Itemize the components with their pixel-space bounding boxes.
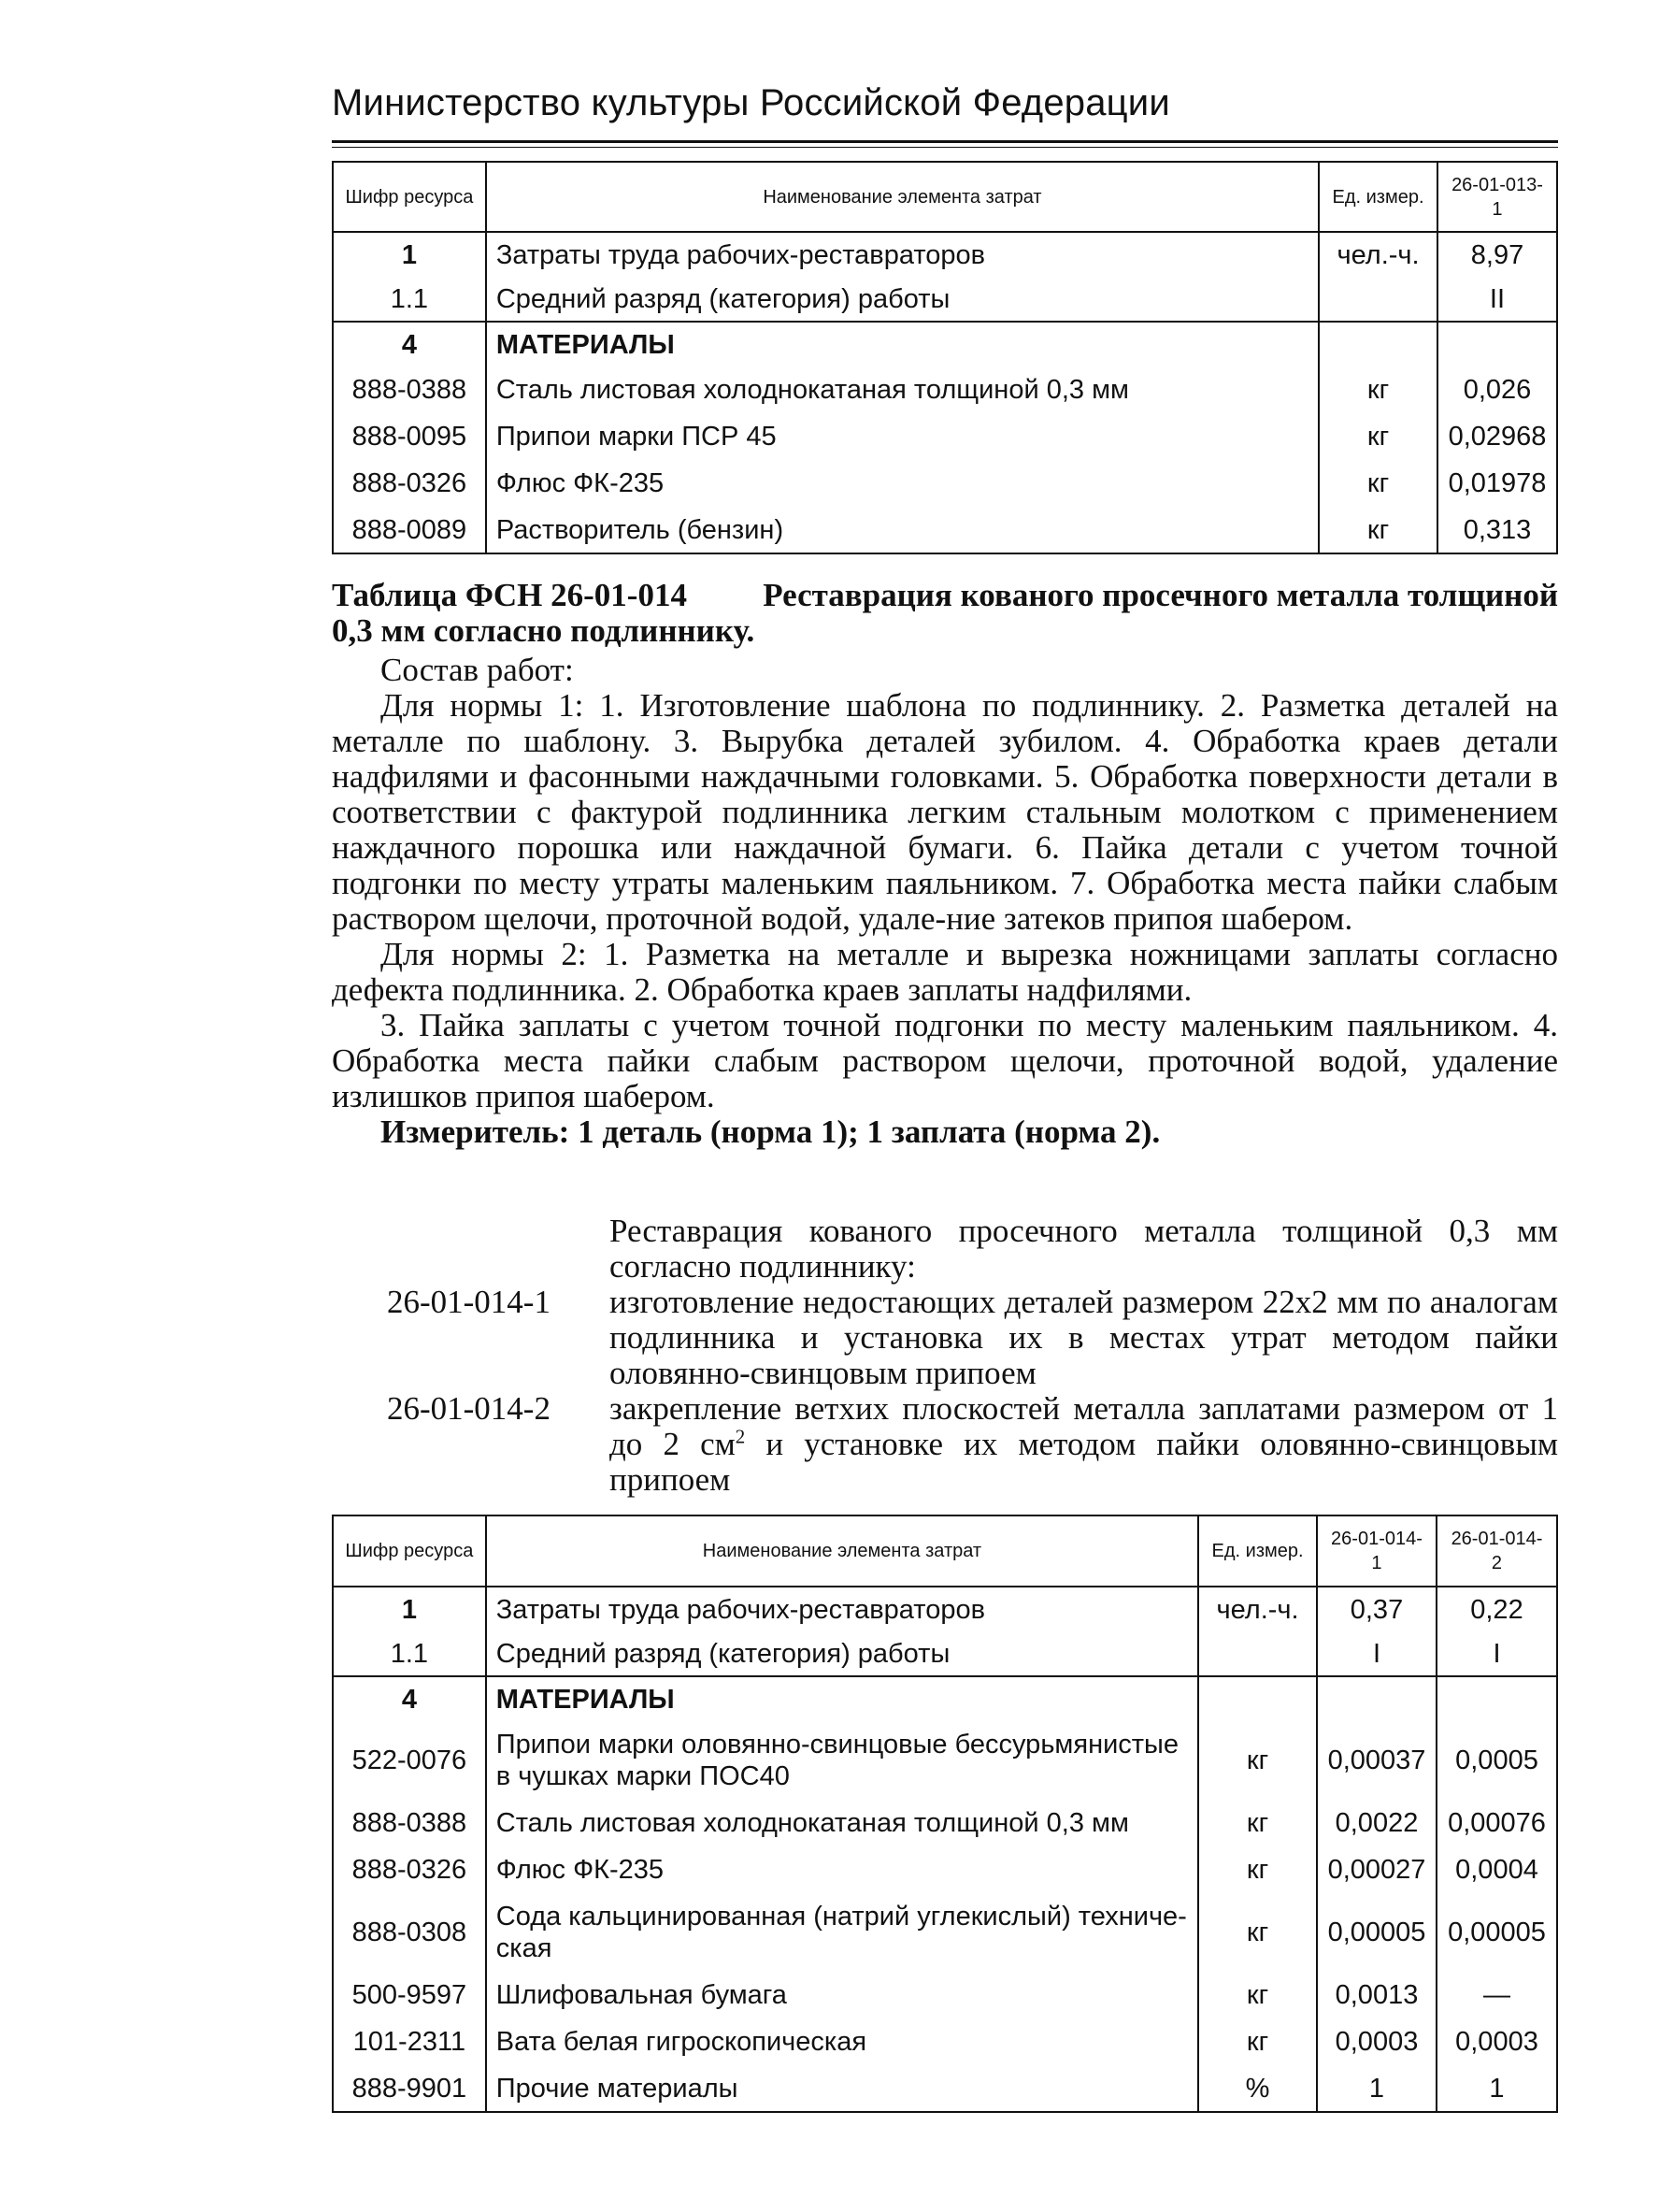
resource-unit: кг [1198,1721,1317,1800]
resource-unit: чел.-ч. [1319,232,1437,277]
resource-code: 888-0326 [333,460,486,507]
resource-code: 888-0089 [333,507,486,553]
header-cell: 26-01-014-1 [1317,1515,1437,1587]
table-row [333,232,1557,277]
resource-name: Затраты труда рабочих-реставраторов [486,232,1319,277]
resource-unit: чел.-ч. [1198,1587,1317,1631]
table-row [333,1893,1557,1972]
resource-value: 0,0013 [1317,1972,1437,2018]
item-code: 26-01-014-2 [387,1390,551,1427]
measure-text: Измеритель: 1 деталь (норма 1); 1 заплата (норма 2). [380,1113,1161,1150]
table-row [333,1972,1557,2018]
resource-unit [1198,1631,1317,1676]
resource-table-2 [332,1515,1558,2113]
resource-value: 0,22 [1437,1587,1557,1631]
table-row [333,2065,1557,2112]
resource-value [1317,1676,1437,1721]
resource-name: Прочие материалы [486,2065,1198,2112]
section-heading: МАТЕРИАЛЫ [486,322,1319,366]
resource-name: Вата белая гигроскопическая [486,2018,1198,2065]
section-title [332,578,1558,649]
resource-name: Средний разряд (категория) работы [486,277,1319,322]
table-row [333,413,1557,460]
resource-value [1437,322,1557,366]
resource-unit: кг [1198,1800,1317,1846]
table-row [333,1846,1557,1893]
resource-name: Флюс ФК-235 [486,1846,1198,1893]
resource-code: 101-2311 [333,2018,486,2065]
resource-value: 0,0003 [1317,2018,1437,2065]
page-header: Министерство культуры Российской Федерации [332,82,1170,123]
table-row [333,366,1557,413]
resource-code: 4 [333,1676,486,1721]
intro-text [609,1214,1558,1285]
section-heading: МАТЕРИАЛЫ [486,1676,1198,1721]
resource-unit: кг [1198,1972,1317,2018]
table-row [333,2018,1557,2065]
resource-value: 0,0004 [1437,1846,1557,1893]
resource-value: 0,02968 [1437,413,1557,460]
resource-value: 0,313 [1437,507,1557,553]
header-cell: Ед. измер. [1198,1515,1317,1587]
table-row [333,322,1557,366]
composition-block [332,653,1558,1150]
resource-unit: % [1198,2065,1317,2112]
resource-value: 0,00076 [1437,1800,1557,1846]
header-cell: Ед. измер. [1319,162,1437,232]
resource-value [1437,1676,1557,1721]
resource-table-1 [332,161,1558,554]
table-code: Таблица ФСН 26-01-014 [332,577,687,613]
table-row [333,1631,1557,1676]
resource-code: 1.1 [333,1631,486,1676]
resource-unit [1198,1676,1317,1721]
resource-code: 1 [333,1587,486,1631]
resource-value: 0,37 [1317,1587,1437,1631]
resource-value: 8,97 [1437,232,1557,277]
resource-value: I [1317,1631,1437,1676]
superscript: 2 [735,1425,746,1448]
resource-unit: кг [1198,1846,1317,1893]
resource-value: 0,00037 [1317,1721,1437,1800]
resource-code: 888-0095 [333,413,486,460]
resource-code: 888-0388 [333,366,486,413]
resource-value: 0,026 [1437,366,1557,413]
resource-value: 0,01978 [1437,460,1557,507]
resource-code: 888-0308 [333,1893,486,1972]
norm2-text-cont: 3. Пайка заплаты с учетом точной подгонки по месту маленьким паяльником. 4. Обработка места пайки слабым раствором щелочи, проточной водой, удаление излишков припоя шабером. [332,1007,1558,1114]
table-title: Реставрация кованого просечного металла толщиной [763,577,1558,613]
header-cell: 26-01-013-1 [1437,162,1557,232]
composition-label: Состав работ: [380,652,574,688]
resource-unit: кг [1198,2018,1317,2065]
header-cell: Наименование элемента затрат [486,1515,1198,1587]
header-rule [332,140,1558,143]
norm2-text: Для нормы 2: 1. Разметка на металле и вырезка ножницами заплаты согласно дефекта подлинника. 2. Обработка краев заплаты надфилями. [332,936,1558,1008]
resource-value: 0,0022 [1317,1800,1437,1846]
resource-value: 1 [1317,2065,1437,2112]
resource-code: 888-0326 [333,1846,486,1893]
header-cell: Шифр ресурса [333,162,486,232]
resource-name: Сталь листовая холоднокатаная толщиной 0,3 мм [486,1800,1198,1846]
resource-code: 1.1 [333,277,486,322]
resource-name: Растворитель (бензин) [486,507,1319,553]
resource-value: — [1437,1972,1557,2018]
resource-value: 0,00005 [1437,1893,1557,1972]
table-row [333,507,1557,553]
resource-name: Припои марки ПСР 45 [486,413,1319,460]
table-row [333,1676,1557,1721]
table-row [333,1800,1557,1846]
resource-name: Шлифовальная бумага [486,1972,1198,2018]
resource-code: 888-9901 [333,2065,486,2112]
resource-unit: кг [1319,366,1437,413]
table-row [333,1721,1557,1800]
item-text-part: и установке их методом пайки оловянно-свинцовым припоем [609,1426,1558,1498]
header-cell: Наименование элемента затрат [486,162,1319,232]
resource-value: 0,0003 [1437,2018,1557,2065]
resource-code: 522-0076 [333,1721,486,1800]
header-rule-thin [332,147,1558,148]
resource-name: Сода кальцинированная (натрий углекислый) техниче-ская [486,1893,1198,1972]
item-text: изготовление недостающих деталей размером 22х2 мм по аналогам подлинника и установка их в местах утрат методом пайки оловянно-свинцовым припоем [609,1284,1558,1391]
resource-unit: кг [1198,1893,1317,1972]
item-text [609,1391,1558,1498]
table-title-cont: 0,3 мм согласно подлиннику. [332,612,755,649]
table-row [333,1587,1557,1631]
resource-name: Припои марки оловянно-свинцовые бессурьмянистые в чушках марки ПОС40 [486,1721,1198,1800]
table-header-row [333,1515,1557,1587]
resource-value: II [1437,277,1557,322]
resource-code: 4 [333,322,486,366]
resource-name: Средний разряд (категория) работы [486,1631,1198,1676]
item-code: 26-01-014-1 [387,1284,551,1320]
resource-value: 0,00027 [1317,1846,1437,1893]
resource-code: 1 [333,232,486,277]
resource-unit: кг [1319,460,1437,507]
item-text-part: закрепление ветхих плоскостей металла заплатами размером от 1 до 2 см [609,1390,1558,1462]
resource-name: Сталь листовая холоднокатаная толщиной 0,3 мм [486,366,1319,413]
norm1-text: Для нормы 1: 1. Изготовление шаблона по подлиннику. 2. Разметка деталей на металле по шаблону. 3. Вырубка деталей зубилом. 4. Обработка краев детали надфилями и фасонными наждачными головками. 5. Обработка поверхности детали в соответствии с фактурой подлинника легким стальным молотком с применением наждачного порошка или наждачной бумаги. 6. Пайка детали с учетом точной подгонки по месту утраты маленьким паяльником. 7. Обработка места пайки слабым раствором щелочи, проточной водой, удале-ние затеков припоя шабером. [332,687,1558,937]
resource-code: 500-9597 [333,1972,486,2018]
resource-value: 1 [1437,2065,1557,2112]
resource-unit [1319,322,1437,366]
header-cell: Шифр ресурса [333,1515,486,1587]
header-cell: 26-01-014-2 [1437,1515,1557,1587]
resource-unit: кг [1319,507,1437,553]
resource-unit: кг [1319,413,1437,460]
resource-value: 0,00005 [1317,1893,1437,1972]
resource-name: Флюс ФК-235 [486,460,1319,507]
resource-value: I [1437,1631,1557,1676]
resource-unit [1319,277,1437,322]
table-header-row [333,162,1557,232]
table-row [333,277,1557,322]
resource-code: 888-0388 [333,1800,486,1846]
table-row [333,460,1557,507]
resource-name: Затраты труда рабочих-реставраторов [486,1587,1198,1631]
resource-value: 0,0005 [1437,1721,1557,1800]
intro-paragraph: Реставрация кованого просечного металла толщиной 0,3 мм согласно подлиннику: [609,1213,1558,1285]
